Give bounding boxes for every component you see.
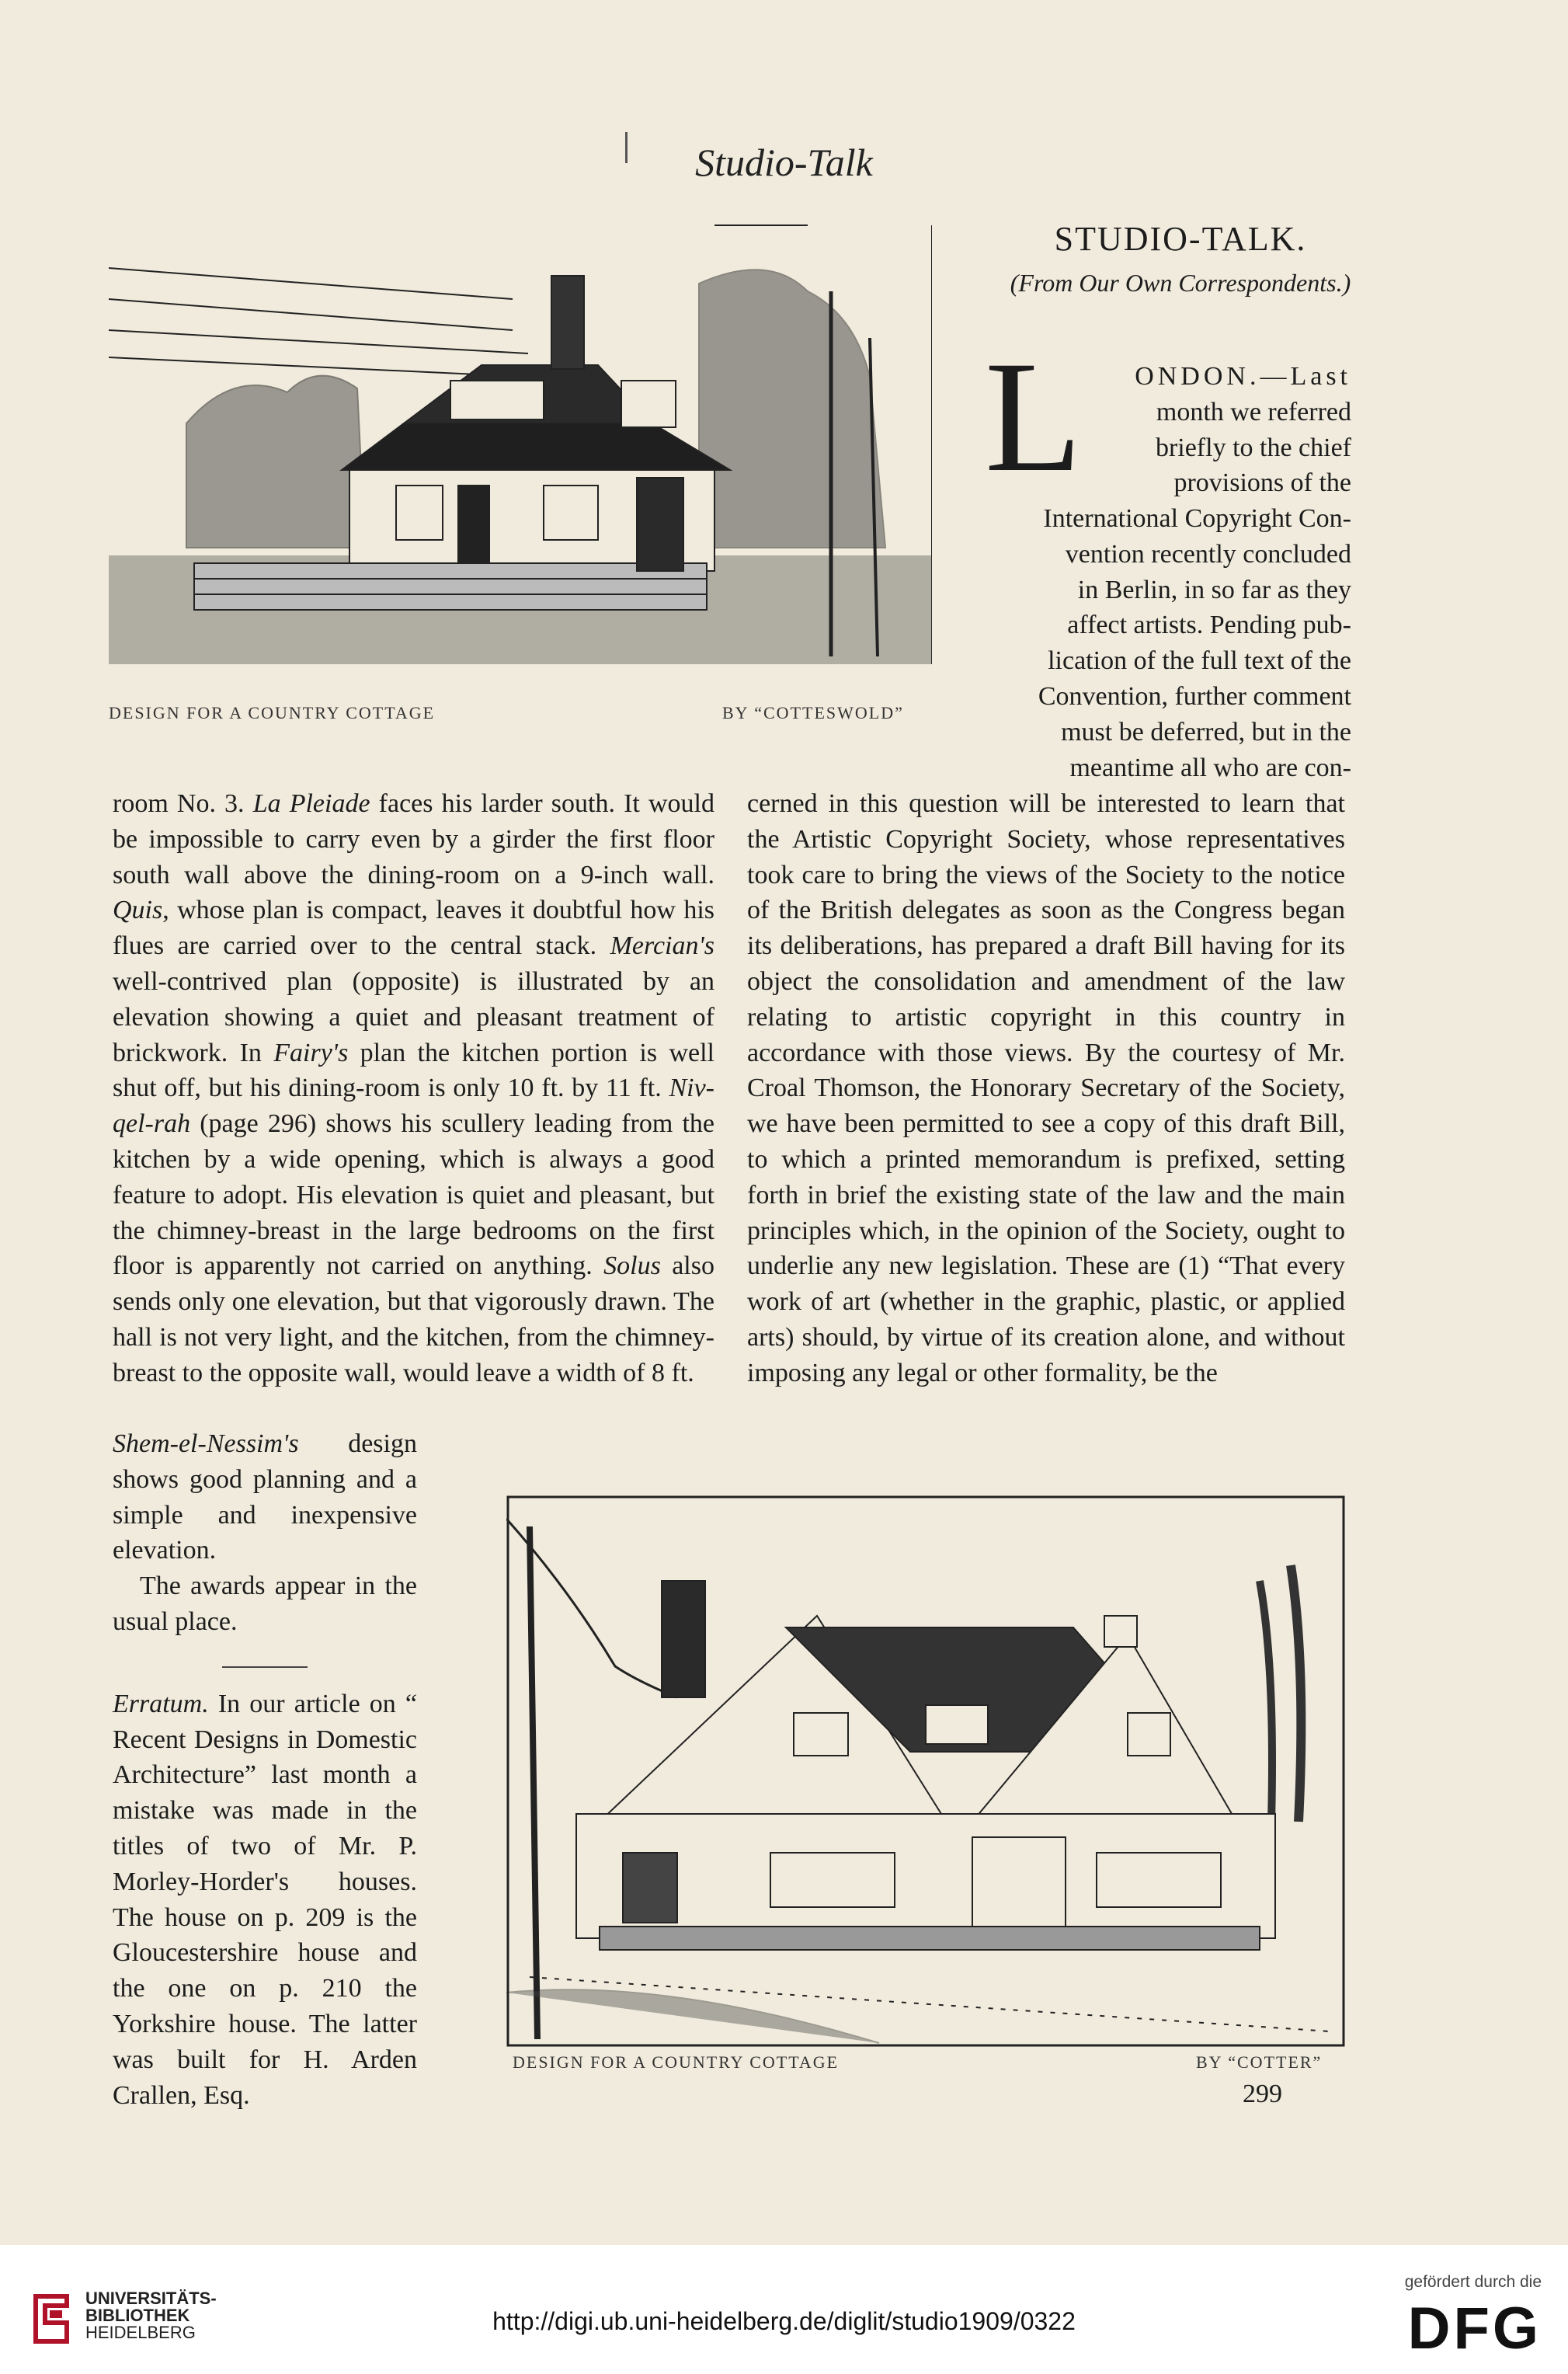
text-run: room No. 3. bbox=[113, 789, 253, 818]
text-run: also sends only one elevation, but that vigorously drawn. The hall is not very light, and the kitchen, from the chimney-breast to the opposite wall, would leave a width of 8 ft. bbox=[113, 1251, 714, 1387]
text-run: faces his larder south. It would be impossible to carry even by a girder the first floor south wall above the dining-room on a 9-inch wall. bbox=[113, 789, 714, 889]
right-opening-text bbox=[1122, 359, 1351, 501]
left-paragraph-1 bbox=[113, 786, 714, 1391]
text-run: plan the kitchen portion is well shut off, but his dining-room is only 10 ft. by 11 ft. bbox=[113, 1038, 714, 1103]
left-column-top bbox=[113, 786, 714, 1391]
left-column-narrow bbox=[113, 1426, 417, 2113]
library-line: BIBLIOTHEK bbox=[85, 2306, 190, 2325]
opening-line: month we referred bbox=[1156, 397, 1351, 426]
dfg-logo: DFG bbox=[1407, 2296, 1542, 2362]
text-run: well-contrived plan (opposite) is illustrated by an elevation showing a quiet and pleasant treatment of brickwork. In bbox=[113, 966, 714, 1067]
italic-run: La Pleiade bbox=[252, 789, 370, 818]
source-url-link[interactable]: http://digi.ub.uni-heidelberg.de/diglit/studio1909/0322 bbox=[492, 2307, 1076, 2335]
narrow-line: lication of the full text of the bbox=[1048, 646, 1351, 676]
illustration-caption-bottom-left: DESIGN FOR A COUNTRY COTTAGE bbox=[513, 2052, 840, 2072]
page-number: 299 bbox=[1243, 2080, 1282, 2108]
right-column-body bbox=[747, 786, 1345, 1391]
cottage-illustration-bottom bbox=[506, 1495, 1345, 2047]
section-title: STUDIO-TALK. bbox=[1054, 220, 1307, 258]
text-run: design shows good planning and a simple and inexpensive elevation. bbox=[113, 1429, 417, 1565]
italic-run: Fairy's bbox=[273, 1038, 349, 1067]
italic-run: Quis bbox=[113, 896, 163, 925]
funding-note: gefördert durch die bbox=[1404, 2273, 1542, 2291]
left-paragraph-3 bbox=[113, 1568, 417, 1640]
opening-line: ONDON.—Last bbox=[1135, 362, 1351, 391]
italic-run: Solus bbox=[603, 1251, 661, 1281]
narrow-line: must be deferred, but in the bbox=[1061, 717, 1351, 747]
text-run: , whose plan is compact, leaves it doubtful how his flues are carried over to the central stack. bbox=[113, 896, 714, 961]
cottage-illustration-top bbox=[109, 221, 932, 668]
narrow-line: meantime all who are con- bbox=[1069, 753, 1351, 782]
erratum-paragraph bbox=[113, 1687, 417, 2114]
section-subtitle: (From Our Own Correspondents.) bbox=[1010, 269, 1351, 297]
text-run: In our article on “ Recent Designs in Domestic Architecture” last month a mistake was made in the titles of two of Mr. P. Morley-Horder's houses. The house on p. 209 is the Gloucestershire house and the one on p. 210 the Yorkshire house. The latter was built for H. Arden Crallen, Esq. bbox=[113, 1689, 417, 2110]
italic-run: Erratum. bbox=[113, 1689, 209, 1718]
illustration-caption-bottom-right: BY “COTTER” bbox=[1196, 2052, 1323, 2072]
cottage-drawing-bottom bbox=[506, 1495, 1345, 2047]
italic-run: Niv-qel-rah bbox=[113, 1074, 714, 1139]
illustration-caption-top-left: DESIGN FOR A COUNTRY COTTAGE bbox=[109, 703, 436, 722]
italic-run: Shem-el-Nessim's bbox=[113, 1429, 299, 1458]
narrow-line: Convention, further comment bbox=[1038, 681, 1351, 711]
narrow-line: International Copyright Con- bbox=[1043, 504, 1351, 533]
library-line: UNIVERSITÄTS- bbox=[85, 2289, 217, 2308]
running-title: Studio-Talk bbox=[695, 141, 873, 184]
illustration-caption-top-right: BY “COTTESWOLD” bbox=[722, 703, 904, 722]
italic-run: Mercian's bbox=[610, 931, 714, 961]
drop-cap: L bbox=[985, 329, 1083, 505]
library-line: HEIDELBERG bbox=[85, 2323, 196, 2342]
left-paragraph-2 bbox=[113, 1426, 417, 1568]
opening-line: briefly to the chief bbox=[1155, 433, 1351, 462]
right-body-paragraph: cerned in this question will be interested to learn that the Artistic Copyright Society, whose representatives took care to bring the views of the Society to the notice of the British delegates as soon as the Congress began its deliberations, has prepared a draft Bill having for its object the consolidation and amendment of the law relating to artistic copyright in this country in accordance with those views. By the courtesy of Mr. Croal Thomson, the Honorary Secretary of the Society, we have been permitted to see a copy of this draft Bill, to which a printed memorandum is prefixed, setting forth in brief the existing state of the law and the main principles which, in the opinion of the Society, ought to underlie any new legislation. These are (1) “That every work of art (whether in the graphic, plastic, or applied arts) should, by virtue of its creation alone, and without imposing any legal or other formality, be the bbox=[747, 789, 1345, 1387]
text-run: (page 296) shows his scullery leading from the kitchen by a wide opening, which is always a good feature to adopt. His elevation is quiet and pleasant, but the chimney-breast in the large bedrooms on the first floor is apparently not carried on anything. bbox=[113, 1109, 714, 1281]
right-narrow-text bbox=[1006, 501, 1351, 785]
narrow-line: in Berlin, in so far as they bbox=[1077, 575, 1351, 604]
narrow-line: vention recently concluded bbox=[1065, 539, 1351, 569]
text-run: The awards appear in the usual place. bbox=[113, 1572, 417, 1636]
cottage-drawing-top bbox=[109, 221, 932, 668]
section-divider bbox=[222, 1666, 308, 1668]
narrow-line: affect artists. Pending pub- bbox=[1067, 611, 1351, 640]
opening-line: provisions of the bbox=[1173, 468, 1351, 498]
